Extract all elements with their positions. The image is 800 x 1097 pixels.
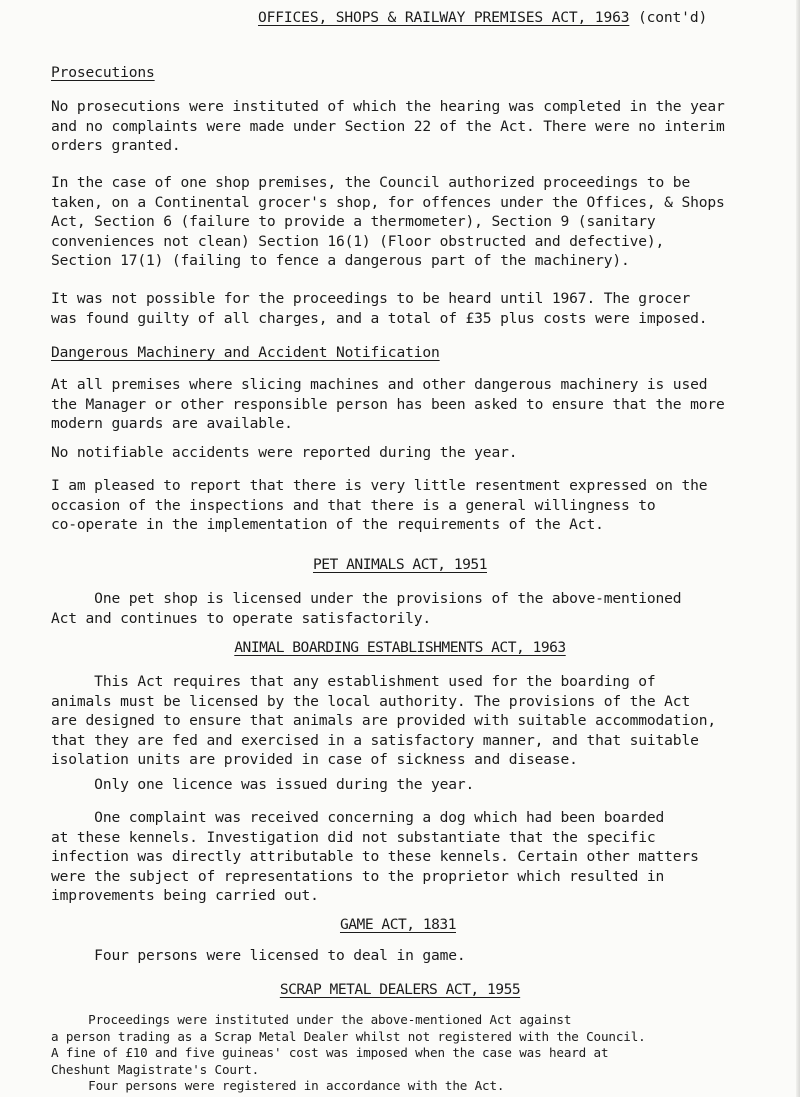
page-header-suffix: (cont'd) [629,9,708,26]
animal-boarding-para-2: Only one licence was issued during the year. [51,776,475,793]
animal-boarding-heading: ANIMAL BOARDING ESTABLISHMENTS ACT, 1963 [234,639,566,656]
dangerous-machinery-para-2: No notifiable accidents were reported during the year. [51,444,518,461]
prosecutions-heading: Prosecutions [51,64,155,81]
scrap-metal-para-2: Four persons were registered in accordance with the Act. [51,1078,505,1093]
page-edge-shadow [796,0,800,1097]
scrap-metal-para-1: Proceedings were instituted under the above-mentioned Act against a person trading as a Scrap Metal Dealer whilst not registered with the Council. A fine of £10 and five guineas' cost was imposed when the case was heard at Cheshunt Magistrate's Court. [51,1012,646,1077]
page-header-title: OFFICES, SHOPS & RAILWAY PREMISES ACT, 1963 [258,9,630,26]
dangerous-machinery-para-1: At all premises where slicing machines and other dangerous machinery is used the Manager or other responsible person has been asked to ensure that the more modern guards are available. [51,376,725,432]
prosecutions-para-1: No prosecutions were instituted of which the hearing was completed in the year and no complaints were made under Section 22 of the Act. There were no interim orders granted. [51,98,725,154]
animal-boarding-para-1: This Act requires that any establishment used for the boarding of animals must be licensed by the local authority. The provisions of the Act are designed to ensure that animals are provided with suitable accommodation, that they are fed and exercised in a satisfactory manner, and that suitable isolation units are provided in case of sickness and disease. [51,673,716,768]
animal-boarding-para-3: One complaint was received concerning a dog which had been boarded at these kennels. Investigation did not substantiate that the specific infection was directly attributable to these kennels. Certain other matters were the subject of representations to the proprietor which resulted in improvements being carried out. [51,809,699,904]
game-act-para-1: Four persons were licensed to deal in game. [51,947,466,964]
dangerous-machinery-para-3: I am pleased to report that there is very little resentment expressed on the occasion of the inspections and that there is a general willingness to co-operate in the implementation of the requirements of the Act. [51,477,708,533]
dangerous-machinery-heading: Dangerous Machinery and Accident Notification [51,344,440,361]
prosecutions-para-2: In the case of one shop premises, the Council authorized proceedings to be taken, on a Continental grocer's shop, for offences under the Offices, & Shops Act, Section 6 (failure to provide a thermometer), Section 9 (sanitary conveniences not clean) Section 16(1) (Floor obstructed and defective), Section 17(1) (failing to fence a dangerous part of the machinery). [51,174,725,269]
pet-animals-heading: PET ANIMALS ACT, 1951 [312,556,487,573]
game-act-heading: GAME ACT, 1831 [339,916,456,933]
prosecutions-para-3: It was not possible for the proceedings to be heard until 1967. The grocer was found guilty of all charges, and a total of £35 plus costs were imposed. [51,290,708,327]
page-header [258,8,800,28]
pet-animals-para-1: One pet shop is licensed under the provisions of the above-mentioned Act and continues to operate satisfactorily. [51,590,682,627]
scrap-metal-heading: SCRAP METAL DEALERS ACT, 1955 [279,981,521,998]
